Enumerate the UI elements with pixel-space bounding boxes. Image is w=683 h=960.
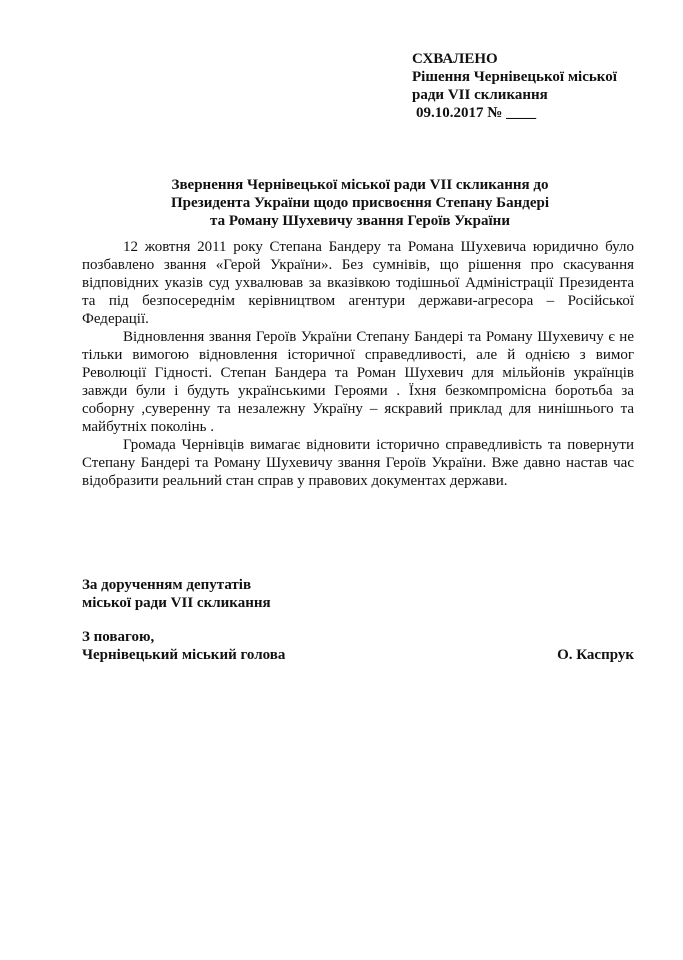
mayor-signature bbox=[82, 628, 634, 664]
deputies-line-2: міської ради VII скликання bbox=[82, 595, 271, 611]
approval-decision: Рішення Чернівецької міської bbox=[412, 69, 617, 85]
document-body bbox=[82, 238, 634, 490]
mayor-title: Чернівецький міський голова bbox=[82, 647, 286, 663]
deputies-mandate bbox=[82, 576, 482, 612]
approval-heading: СХВАЛЕНО bbox=[412, 51, 498, 67]
mayor-name: О. Каспрук bbox=[557, 647, 634, 663]
deputies-line-1: За дорученням депутатів bbox=[82, 577, 252, 593]
regards-text: З повагою, bbox=[82, 629, 155, 645]
approval-stamp bbox=[412, 50, 662, 122]
body-paragraph-1: 12 жовтня 2011 року Степана Бандеру та Романа Шухевича юридично було позбавлено звання «Герой України». Без сумнівів, що рішення про скасування відповідних указів суд ухвалював за вказівкою тодішньої Адміністрації Президента та під безпосереднім керівництвом агентури держави-агресора – Російської Федерації. bbox=[82, 239, 634, 327]
document-title bbox=[110, 176, 610, 230]
approval-date-number: 09.10.2017 № ____ bbox=[416, 105, 537, 121]
body-paragraph-2: Відновлення звання Героїв України Степану Бандері та Роману Шухевичу є не тільки вимогою відновлення історичної справедливості, але й однією з вимог Революції Гідності. Степан Бандера та Роман Шухевич для мільйонів українців завжди були і будуть українськими Героями . Їхня безкомпромісна боротьба за соборну ,суверенну та незалежну Україну – яскравий приклад для нинішнього та майбутніх поколінь . bbox=[82, 329, 634, 435]
mayor-row bbox=[82, 646, 634, 664]
title-line-1: Звернення Чернівецької міської ради VII скликання до bbox=[171, 177, 549, 193]
approval-council: ради VII скликання bbox=[412, 87, 548, 103]
body-paragraph-3: Громада Чернівців вимагає відновити історично справедливість та повернути Степану Бандері та Роману Шухевичу звання Героїв України. Вже давно настав час відобразити реальний стан справ у правових документах держави. bbox=[82, 437, 634, 489]
title-line-3: та Роману Шухевичу звання Героїв України bbox=[210, 213, 510, 229]
title-line-2: Президента України щодо присвоєння Степану Бандері bbox=[171, 195, 549, 211]
